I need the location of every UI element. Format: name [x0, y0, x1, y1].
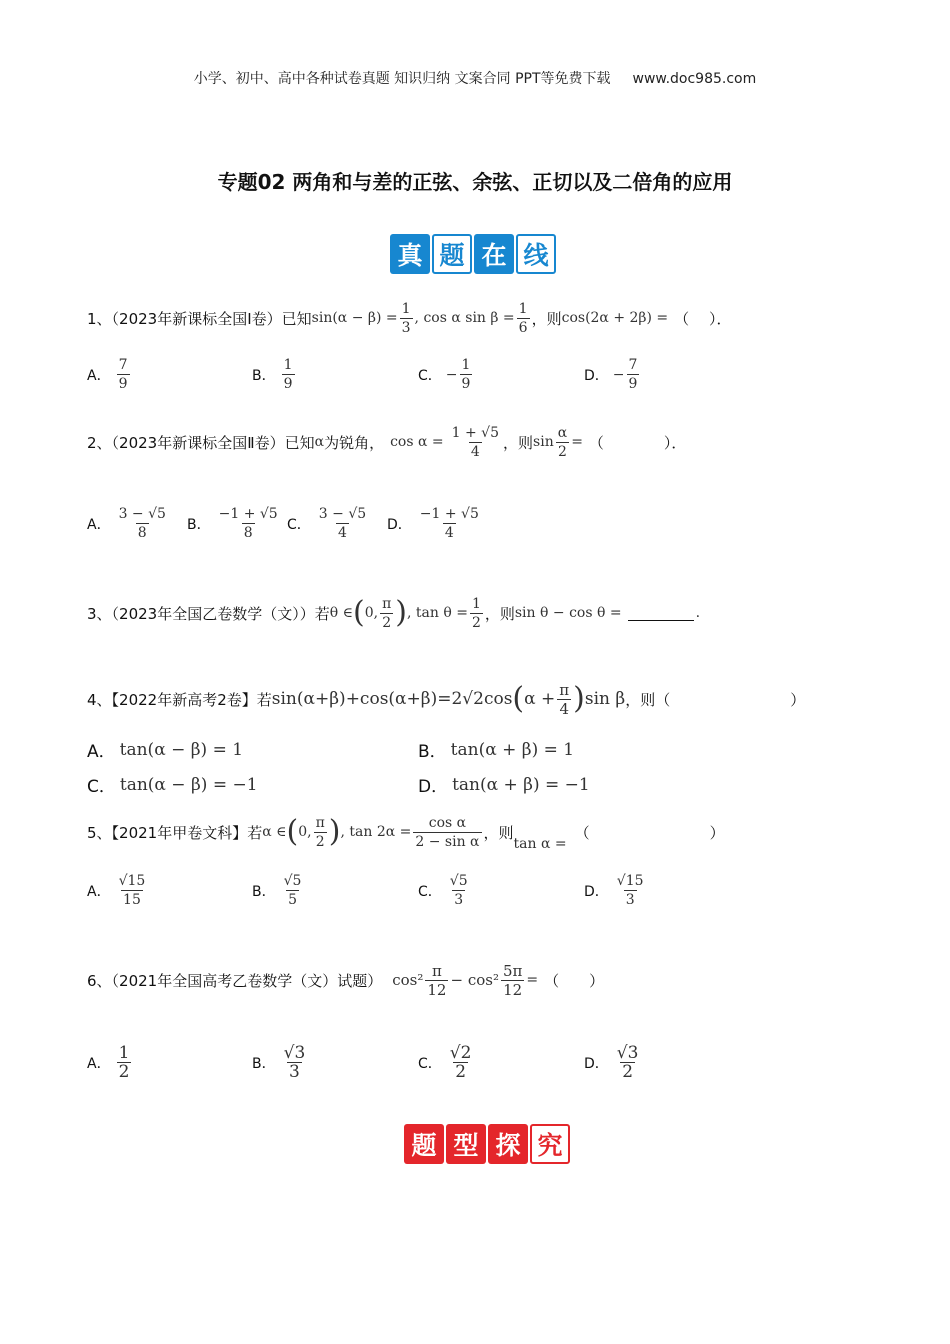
- q4-prefix: 4、【2022年新高考2卷】若: [87, 690, 272, 709]
- header-text: 小学、初中、高中各种试卷真题 知识归纳 文案合同 PPT等免费下载: [193, 71, 611, 87]
- q5-option-b[interactable]: B． $\frac{√5}{5}$: [252, 873, 302, 908]
- q5-frac: $\frac{\text{cos α}}{\text{2 − sin α}}$: [415, 814, 480, 850]
- q4-option-b[interactable]: B． tan(α + β) = 1: [418, 739, 575, 762]
- q5-interval: 0,: [298, 824, 312, 840]
- q5-option-a[interactable]: A． $\frac{√15}{15}$: [87, 873, 146, 908]
- question-2: [87, 418, 686, 466]
- question-5: 5、【2021年甲卷文科】若 α ∈ ( 0, $\frac{\pi}{2}$ ) , tan 2α = $\frac{\text{cos α}}{\text{2 − sin α}}$ ，则 tan α = （ ）: [87, 814, 725, 852]
- q6-frac2: $\frac{5\pi}{12}$: [502, 961, 523, 999]
- q4-option-d[interactable]: D． tan(α + β) = −1: [418, 774, 590, 797]
- question-6: [87, 956, 604, 1004]
- q6-minus: − cos²: [450, 971, 499, 989]
- q3-expr1: θ ∈: [329, 605, 353, 621]
- q3-expr3: sin θ − cos θ =: [514, 605, 622, 621]
- header-url[interactable]: www.doc985.com: [632, 71, 757, 87]
- q2-option-a[interactable]: A． $\frac{3 - √5}{8}$: [87, 506, 166, 541]
- q6-option-d[interactable]: D． $\frac{√3}{2}$: [584, 1043, 639, 1082]
- q1-option-a[interactable]: A． $\frac{7}{9}$: [87, 357, 128, 392]
- q1-mid: ，则: [531, 309, 562, 328]
- q1-prefix: 1、（2023年新课标全国Ⅰ卷）已知: [87, 309, 312, 328]
- question-4: 4、【2022年新高考2卷】若 sin(α+β)+cos(α+β)=2√2cos ( α + $\frac{\pi}{4}$ ) sin β ，则（ ）: [87, 680, 806, 718]
- q5-tail: （ ）: [574, 823, 725, 842]
- site-header: [0, 68, 950, 88]
- q5-mid: ，则: [483, 823, 514, 842]
- banner2-char-4: 究: [530, 1124, 570, 1164]
- page-title: 专题02 两角和与差的正弦、余弦、正切以及二倍角的应用: [217, 170, 733, 194]
- q6-option-b[interactable]: B． $\frac{√3}{3}$: [252, 1043, 306, 1082]
- banner2-char-2: 型: [446, 1124, 486, 1164]
- q3-tail: .: [695, 605, 701, 621]
- q1-option-c[interactable]: C． − $\frac{1}{9}$: [418, 357, 471, 392]
- q4-option-a[interactable]: A． tan(α − β) = 1: [87, 739, 244, 762]
- q5-expr1: α ∈: [262, 824, 287, 840]
- q2-option-c[interactable]: C． $\frac{3 - √5}{4}$: [287, 506, 367, 541]
- q1-tail: （ ）．: [674, 309, 732, 328]
- q5-option-c[interactable]: C． $\frac{√5}{3}$: [418, 873, 468, 908]
- q6-frac1: $\frac{\pi}{12}$: [427, 961, 447, 999]
- q2-tail: （ ）．: [588, 433, 687, 452]
- q5-frac-pi: $\frac{\pi}{2}$: [315, 814, 325, 850]
- q6-prefix: 6、（2021年全国高考乙卷数学（文）试题）: [87, 971, 383, 990]
- q6-option-c[interactable]: C． $\frac{√2}{2}$: [418, 1043, 472, 1082]
- q6-tail: （ ）: [544, 971, 605, 990]
- banner-char-2: 题: [432, 234, 472, 274]
- q4-mid: ，则（: [625, 690, 671, 709]
- q1-option-d[interactable]: D． − $\frac{7}{9}$: [584, 357, 638, 392]
- q6-option-a[interactable]: A． $\frac{1}{2}$: [87, 1043, 130, 1082]
- banner-char-4: 线: [516, 234, 556, 274]
- q5-prefix: 5、【2021年甲卷文科】若: [87, 823, 263, 842]
- tixing-tanjiu-banner: [404, 1124, 570, 1164]
- q2-mid1: 为锐角，: [324, 433, 385, 452]
- q4-inner: α +: [524, 689, 556, 709]
- question-3: 3、（2023年全国乙卷数学（文））若 θ ∈ ( 0, $\frac{\pi}{2}$ ) , tan θ = $\frac{1}{2}$ ，则 sin θ − cos θ = .: [87, 595, 701, 631]
- q3-expr2: , tan θ =: [406, 605, 468, 621]
- q5-option-d[interactable]: D． $\frac{√15}{3}$: [584, 873, 644, 908]
- q3-frac: $\frac{1}{2}$: [471, 595, 481, 631]
- banner-char-1: 真: [390, 234, 430, 274]
- q4-frac: $\frac{\pi}{4}$: [559, 680, 570, 718]
- banner2-char-3: 探: [488, 1124, 528, 1164]
- q1-option-b[interactable]: B． $\frac{1}{9}$: [252, 357, 293, 392]
- q5-expr2: , tan 2α =: [340, 824, 412, 840]
- q2-expr2: sin: [533, 434, 554, 450]
- q1-frac1: $\frac{1}{3}$: [401, 300, 411, 336]
- q2-expr1: cos α =: [390, 434, 444, 450]
- q4-tail: ）: [790, 690, 806, 709]
- q4-expr1: sin(α+β)+cos(α+β)=2√2cos: [271, 689, 513, 709]
- q3-interval: 0,: [364, 605, 379, 621]
- q2-frac2: $\frac{\alpha}{2}$: [557, 424, 568, 460]
- q1-expr1: sin(α − β) =: [311, 310, 398, 326]
- banner2-char-1: 题: [404, 1124, 444, 1164]
- q3-mid: ，则: [484, 604, 515, 623]
- q2-frac1: $\frac{1 + √5}{4}$: [451, 424, 500, 460]
- q6-cos1: cos²: [392, 971, 424, 989]
- zhenti-zaixian-banner: [390, 234, 556, 274]
- q2-mid2: ，则: [503, 433, 534, 452]
- question-1: [87, 296, 731, 340]
- q2-option-b[interactable]: B． $\frac{-1 + √5}{8}$: [187, 506, 278, 541]
- q3-answer-blank[interactable]: [628, 606, 694, 621]
- q2-alpha: α: [314, 434, 325, 450]
- banner-char-3: 在: [474, 234, 514, 274]
- q2-eq: =: [571, 434, 583, 450]
- q1-frac2: $\frac{1}{6}$: [518, 300, 528, 336]
- q1-expr2: , cos α sin β =: [414, 310, 515, 326]
- q5-expr3: tan α =: [513, 836, 567, 852]
- q3-prefix: 3、（2023年全国乙卷数学（文））若: [87, 604, 330, 623]
- q4-expr2: sin β: [584, 689, 626, 709]
- q2-option-d[interactable]: D． $\frac{-1 + √5}{4}$: [387, 506, 479, 541]
- q6-eq: =: [526, 972, 539, 988]
- q4-option-c[interactable]: C． tan(α − β) = −1: [87, 774, 258, 797]
- q1-expr3: cos(2α + 2β) =: [561, 310, 669, 326]
- q2-prefix: 2、（2023年新课标全国Ⅱ卷）已知: [87, 433, 315, 452]
- q3-frac-pi: $\frac{\pi}{2}$: [382, 595, 392, 631]
